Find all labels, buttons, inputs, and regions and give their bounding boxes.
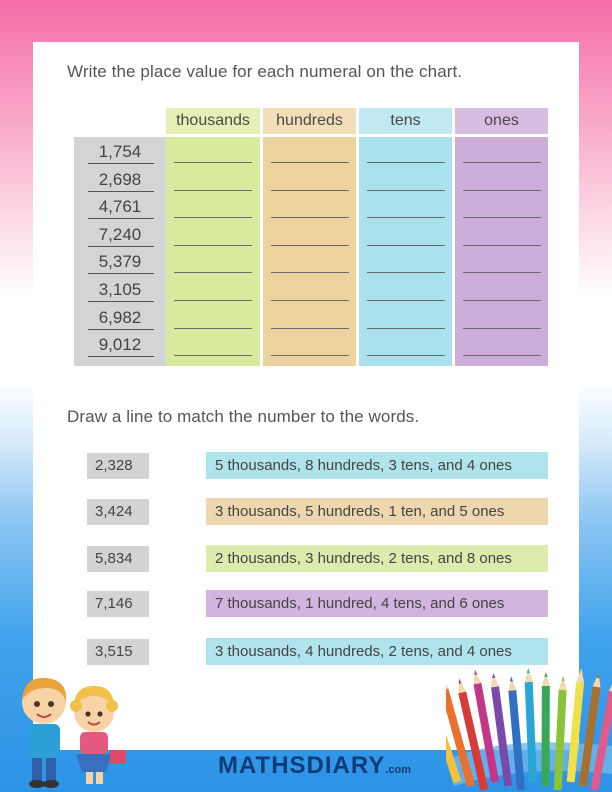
numeral-underline <box>88 356 154 357</box>
answer-blank-thousands[interactable] <box>174 355 252 356</box>
answer-blank-ones[interactable] <box>463 162 541 163</box>
thousands-column <box>166 137 260 366</box>
answer-blank-tens[interactable] <box>367 217 445 218</box>
header-hundreds: hundreds <box>263 108 356 134</box>
answer-blank-thousands[interactable] <box>174 300 252 301</box>
answer-blank-ones[interactable] <box>463 328 541 329</box>
pencil-shape <box>554 676 568 790</box>
chart-numeral: 7,240 <box>98 224 142 244</box>
answer-blank-tens[interactable] <box>367 162 445 163</box>
numeral-underline <box>88 218 154 219</box>
match-number[interactable]: 5,834 <box>87 546 149 572</box>
answer-blank-tens[interactable] <box>367 272 445 273</box>
match-number[interactable]: 2,328 <box>87 453 149 479</box>
matching-instruction: Draw a line to match the number to the words. <box>67 407 420 426</box>
match-phrase[interactable]: 7 thousands, 1 hundred, 4 tens, and 6 ones <box>206 590 548 617</box>
answer-blank-ones[interactable] <box>463 355 541 356</box>
chart-numeral: 5,379 <box>98 252 142 272</box>
chart-numeral: 3,105 <box>98 280 142 299</box>
numeral-underline <box>88 301 154 302</box>
match-number[interactable]: 3,515 <box>87 639 149 665</box>
logo-main: MATHSDIARY <box>218 752 386 779</box>
match-number[interactable]: 3,424 <box>87 499 149 525</box>
answer-blank-ones[interactable] <box>463 190 541 191</box>
match-number[interactable]: 7,146 <box>87 591 149 617</box>
kids-illustration <box>6 672 132 790</box>
tens-column <box>359 137 452 366</box>
answer-blank-thousands[interactable] <box>174 328 252 329</box>
numeral-underline <box>88 191 154 192</box>
numeral-underline <box>88 329 154 330</box>
chart-numeral: 2,698 <box>98 169 142 189</box>
match-phrase[interactable]: 3 thousands, 5 hundreds, 1 ten, and 5 ones <box>206 498 548 525</box>
answer-blank-ones[interactable] <box>463 300 541 301</box>
answer-blank-thousands[interactable] <box>174 162 252 163</box>
answer-blank-hundreds[interactable] <box>271 300 349 301</box>
answer-blank-ones[interactable] <box>463 272 541 273</box>
answer-blank-tens[interactable] <box>367 300 445 301</box>
answer-blank-tens[interactable] <box>367 190 445 191</box>
answer-blank-thousands[interactable] <box>174 272 252 273</box>
numeral-underline <box>88 273 154 274</box>
place-value-instruction: Write the place value for each numeral on the chart. <box>67 62 463 81</box>
numeral-underline <box>88 246 154 247</box>
answer-blank-tens[interactable] <box>367 245 445 246</box>
match-phrase[interactable]: 3 thousands, 4 hundreds, 2 tens, and 4 ones <box>206 638 548 665</box>
header-tens: tens <box>359 108 452 134</box>
chart-numeral: 1,754 <box>98 142 142 161</box>
answer-blank-hundreds[interactable] <box>271 217 349 218</box>
logo-suffix: .com <box>385 764 412 776</box>
match-phrase[interactable]: 5 thousands, 8 hundreds, 3 tens, and 4 ones <box>206 452 548 479</box>
hundreds-column <box>263 137 356 366</box>
answer-blank-tens[interactable] <box>367 355 445 356</box>
pencil-shape <box>541 672 549 786</box>
answer-blank-hundreds[interactable] <box>271 328 349 329</box>
answer-blank-ones[interactable] <box>463 217 541 218</box>
header-ones: ones <box>455 108 548 134</box>
answer-blank-ones[interactable] <box>463 245 541 246</box>
answer-blank-thousands[interactable] <box>174 217 252 218</box>
answer-blank-hundreds[interactable] <box>271 245 349 246</box>
answer-blank-thousands[interactable] <box>174 245 252 246</box>
mathsdiary-logo <box>218 752 411 780</box>
numeral-underline <box>88 163 154 164</box>
header-thousands: thousands <box>166 108 260 134</box>
answer-blank-tens[interactable] <box>367 328 445 329</box>
chart-numeral: 9,012 <box>98 335 142 355</box>
answer-blank-hundreds[interactable] <box>271 272 349 273</box>
colored-pencils-illustration <box>446 664 612 792</box>
ones-column <box>455 137 548 366</box>
match-phrase[interactable]: 2 thousands, 3 hundreds, 2 tens, and 8 ones <box>206 545 548 572</box>
answer-blank-hundreds[interactable] <box>271 162 349 163</box>
chart-numeral: 6,982 <box>98 307 142 327</box>
answer-blank-hundreds[interactable] <box>271 190 349 191</box>
chart-numeral: 4,761 <box>98 197 142 217</box>
answer-blank-hundreds[interactable] <box>271 355 349 356</box>
answer-blank-thousands[interactable] <box>174 190 252 191</box>
